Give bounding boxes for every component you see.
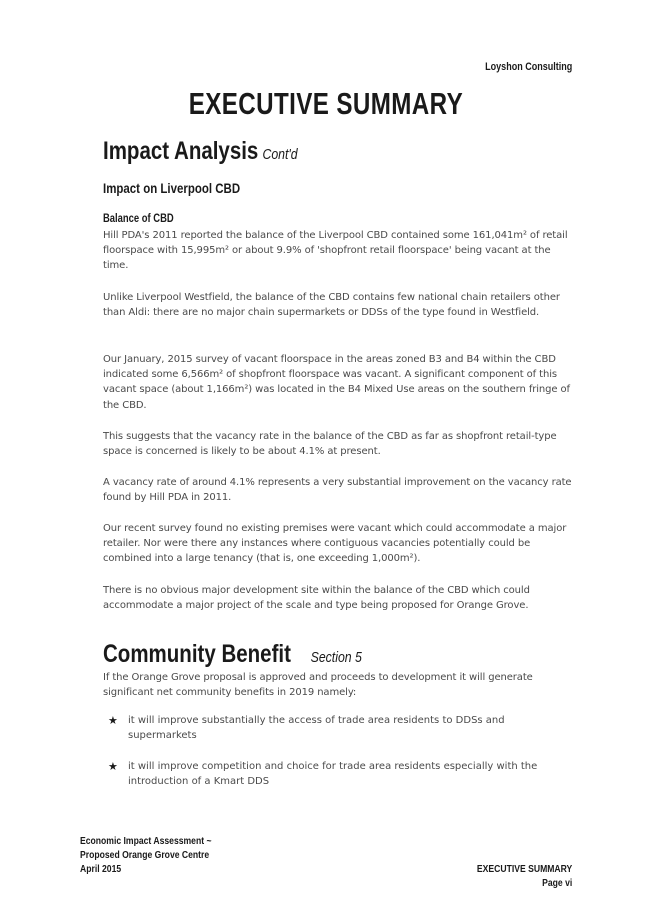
paragraph-6: Our recent survey found no existing premises were vacant which could accommodate a major retailer. Nor were there any instances where contiguous vacancies potentially could be combined into a large tenancy (that is, one exceeding 1,000m²). [103, 523, 567, 565]
impact-analysis-heading [103, 137, 298, 166]
paragraph-7: There is no obvious major development site within the balance of the CBD which could accommodate a major project of the scale and type being proposed for Orange Grove. [103, 585, 530, 612]
bullet-text: it will improve substantially the access of trade area residents to DDSs and supermarkets [128, 715, 505, 742]
footer-document-info [80, 834, 212, 876]
page-title-text: EXECUTIVE SUMMARY [188, 86, 464, 121]
page-title [0, 86, 652, 122]
footer-section-info [477, 862, 572, 890]
community-benefit-heading [103, 640, 362, 669]
footer-section-name: EXECUTIVE SUMMARY [476, 863, 572, 875]
footer-page-number: Page vi [541, 877, 572, 889]
impact-analysis-contd: Cont'd [262, 146, 298, 163]
impact-liverpool-subheading: Impact on Liverpool CBD [103, 180, 241, 196]
community-intro: If the Orange Grove proposal is approved and proceeds to development it will generate significant net community benefits in 2019 namely: [103, 672, 533, 699]
bullet-text: it will improve competition and choice for trade area residents especially with the introduction of a Kmart DDS [128, 761, 538, 788]
company-name: Loyshon Consulting [484, 61, 572, 73]
community-benefit-heading-text: Community Benefit [103, 640, 291, 668]
footer-line: Proposed Orange Grove Centre [80, 849, 210, 861]
star-bullet-icon: ★ [108, 714, 118, 727]
paragraph-1: Hill PDA's 2011 reported the balance of the Liverpool CBD contained some 161,041m² of retail floorspace with 15,995m² or about 9.9% of 'shopfront retail floorspace' being vacant at the time. [103, 230, 568, 272]
paragraph-5: A vacancy rate of around 4.1% represents a very substantial improvement on the vacancy rate found by Hill PDA in 2011. [103, 477, 572, 504]
footer-line: Economic Impact Assessment ~ [80, 835, 212, 847]
paragraph-2: Unlike Liverpool Westfield, the balance of the CBD contains few national chain retailers other than Aldi: there are no major chain supermarkets or DDSs of the type found in Westfield. [103, 292, 560, 319]
paragraph-3: Our January, 2015 survey of vacant floorspace in the areas zoned B3 and B4 within the CBD indicated some 6,566m² of shopfront floorspace was vacant. A significant component of this vacant space (about 1,166m²) was located in the B4 Mixed Use areas on the southern fringe of the CBD. [103, 354, 570, 411]
star-bullet-icon: ★ [108, 760, 118, 773]
balance-cbd-heading: Balance of CBD [103, 213, 174, 225]
paragraph-4: This suggests that the vacancy rate in the balance of the CBD as far as shopfront retail-type space is concerned is likely to be about 4.1% at present. [103, 431, 557, 458]
community-benefit-section-ref: Section 5 [310, 649, 362, 666]
footer-line: April 2015 [80, 863, 122, 875]
impact-analysis-heading-text: Impact Analysis [103, 137, 259, 165]
